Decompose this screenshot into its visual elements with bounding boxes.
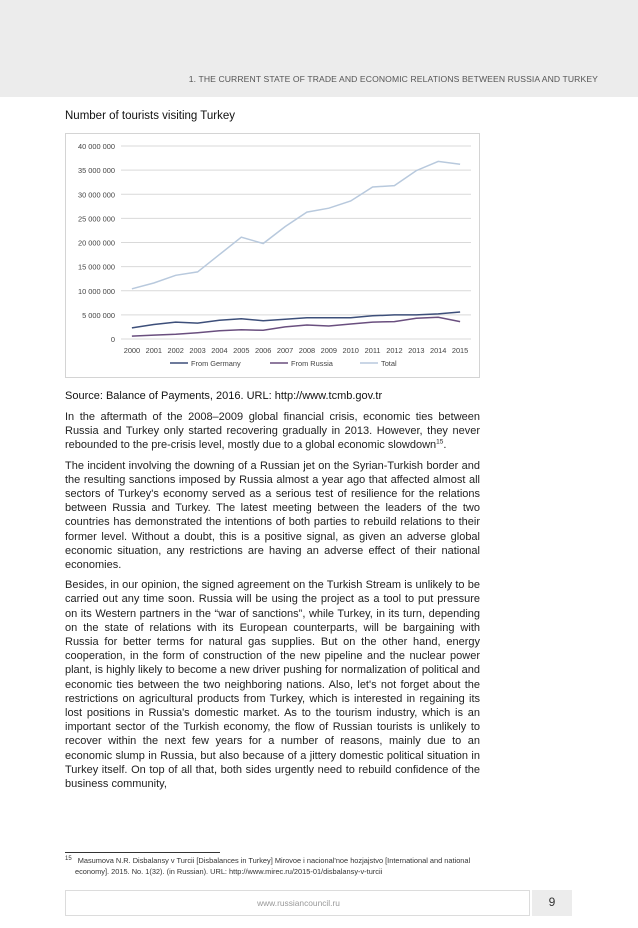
x-tick-label: 2012 — [386, 346, 403, 355]
x-tick-label: 2002 — [167, 346, 184, 355]
x-tick-label: 2013 — [408, 346, 425, 355]
footnote — [65, 856, 480, 877]
x-tick-label: 2001 — [145, 346, 163, 355]
y-tick-label: 20 000 000 — [78, 238, 115, 248]
paragraph-2: The incident involving the downing of a Russian jet on the Syrian-Turkish border and the resulting sanctions imposed by Russia almost a year ago that affected almost all sectors of Turkey's economy served as a serious test of resilience for the relations between Russia and Turkey. The latest meeting between the leaders of the two countries has demonstrated the intentions of both parties to rebuild relations to their former level. Without a doubt, this is a positive signal, as given an adverse global economic situation, any restrictions are having an adverse effect of their national economies. — [65, 459, 480, 572]
legend-label: From Russia — [291, 359, 333, 368]
x-tick-label: 2006 — [254, 346, 272, 355]
x-tick-label: 2014 — [429, 346, 447, 355]
running-header: 1. THE CURRENT STATE OF TRADE AND ECONOMIC RELATIONS BETWEEN RUSSIA AND TURKEY — [188, 74, 598, 84]
footer — [65, 890, 530, 916]
paragraph-3: Besides, in our opinion, the signed agreement on the Turkish Stream is unlikely to be carried out any time soon. Russia will be using the project as a tool to put pressure on its Western partners in the “war of sanctions”, while Turkey, in its turn, depending on the state of relations with its European counterparts, will be bargaining with Russia for better terms for natural gas supplies. But on the other hand, energy cooperation, in the form of construction of the new pipeline and the nuclear power plant, is highly likely to become a new driver pushing for normalization of political and economic ties between the two neighboring nations. Also, let's not forget about the restrictions on agricultural products from Turkey, which is interested in regaining its lost positions in Russia's domestic market. As to the tourism industry, which is an important sector of the Turkish economy, the flow of Russian tourists is unlikely to recover within the next few years for a number of reasons, mainly due to an economic slump in Russia, but also because of a jittery domestic political situation in Turkey itself. On top of all that, both sides urgently need to rebuild confidence of the business community, — [65, 579, 480, 791]
y-tick-label: 15 000 000 — [78, 262, 115, 272]
chart-canvas — [66, 134, 481, 379]
page-number-box — [532, 890, 572, 916]
x-tick-label: 2007 — [276, 346, 294, 355]
x-tick-label: 2009 — [320, 346, 338, 355]
y-tick-label: 40 000 000 — [78, 142, 115, 151]
y-tick-label: 35 000 000 — [78, 166, 115, 176]
paragraph-1-text: In the aftermath of the 2008–2009 global financial crisis, economic ties between Russia and Turkey only started recovering gradually in 2013. However, they never rebounded to the pre-crisis level, mostly due to a global economic slowdown — [65, 411, 480, 452]
series-line-from-russia — [132, 317, 460, 336]
page-number: 9 — [548, 895, 556, 909]
y-tick-label: 25 000 000 — [78, 214, 115, 224]
x-tick-label: 2005 — [233, 346, 250, 355]
figure-title: Number of tourists visiting Turkey — [65, 110, 236, 122]
footnote-number: 15 — [65, 855, 72, 862]
x-tick-label: 2000 — [123, 346, 141, 355]
body-text — [65, 410, 480, 797]
footer-url[interactable]: www.russiancouncil.ru — [257, 898, 340, 908]
x-tick-label: 2008 — [298, 346, 316, 355]
x-tick-label: 2011 — [364, 346, 381, 355]
x-tick-label: 2010 — [342, 346, 359, 355]
paragraph-1-end: . — [443, 439, 447, 452]
y-tick-label: 30 000 000 — [78, 190, 115, 200]
legend-label: From Germany — [191, 359, 241, 368]
x-tick-label: 2004 — [211, 346, 228, 355]
y-tick-label: 5 000 000 — [82, 310, 115, 320]
series-line-total — [132, 161, 460, 288]
x-tick-label: 2015 — [451, 346, 469, 355]
legend-label: Total — [381, 359, 397, 368]
y-tick-label: 0 — [110, 335, 115, 344]
y-tick-label: 10 000 000 — [78, 286, 115, 296]
paragraph-1 — [65, 410, 480, 453]
footnote-text: Masumova N.R. Disbalansy v Turcii [Disbalances in Turkey] Mirovoe i nacional'noe hozjajstvo [International and national economy]. 2015. No. 1(32). (in Russian). URL: http://www.mirec.ru/2015-01/disbalansy-v-turcii — [75, 856, 471, 876]
figure-source: Source: Balance of Payments, 2016. URL: http://www.tcmb.gov.tr — [65, 390, 383, 402]
line-chart — [65, 133, 480, 378]
footnote-ref: 15 — [436, 438, 444, 446]
footnote-rule — [65, 852, 220, 853]
x-tick-label: 2003 — [189, 346, 206, 355]
